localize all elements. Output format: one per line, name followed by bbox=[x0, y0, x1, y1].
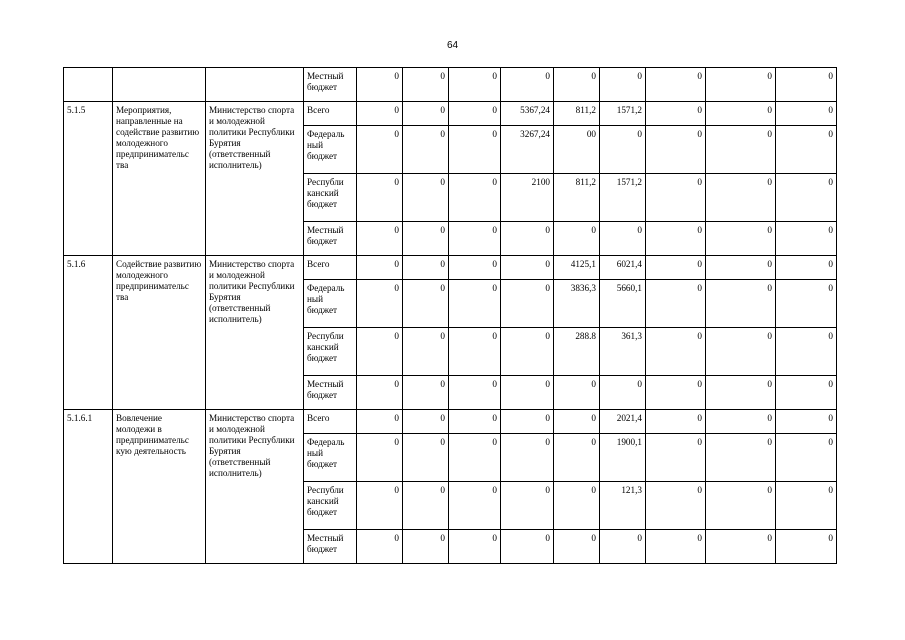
value-cell: 811,2 bbox=[554, 174, 600, 222]
budget-table bbox=[63, 67, 837, 564]
value-cell: 0 bbox=[706, 280, 776, 328]
value-cell: 0 bbox=[706, 482, 776, 530]
value-cell: 0 bbox=[403, 328, 449, 376]
value-cell: 0 bbox=[403, 222, 449, 256]
value-cell: 0 bbox=[501, 222, 554, 256]
value-cell: 0 bbox=[403, 280, 449, 328]
value-cell: 0 bbox=[646, 256, 706, 280]
value-cell: 0 bbox=[776, 68, 837, 102]
value-cell: 0 bbox=[403, 376, 449, 410]
value-cell: 0 bbox=[776, 280, 837, 328]
value-cell: 0 bbox=[706, 102, 776, 126]
value-cell: 0 bbox=[646, 126, 706, 174]
source-cell: Всего bbox=[304, 410, 357, 434]
value-cell: 811,2 bbox=[554, 102, 600, 126]
value-cell: 121,3 bbox=[600, 482, 646, 530]
section-executor: Министерство спорта и молодежной политики Республики Бурятия (ответственный исполнитель) bbox=[206, 256, 304, 410]
value-cell: 0 bbox=[554, 222, 600, 256]
table-row bbox=[64, 102, 837, 126]
section-code: 5.1.6 bbox=[64, 256, 113, 410]
section-code: 5.1.6.1 bbox=[64, 410, 113, 564]
value-cell: 288.8 bbox=[554, 328, 600, 376]
value-cell: 0 bbox=[706, 376, 776, 410]
section-code: 5.1.5 bbox=[64, 102, 113, 256]
value-cell: 0 bbox=[403, 126, 449, 174]
value-cell: 0 bbox=[776, 126, 837, 174]
value-cell: 0 bbox=[554, 376, 600, 410]
value-cell: 0 bbox=[403, 102, 449, 126]
value-cell: 0 bbox=[403, 256, 449, 280]
value-cell: 0 bbox=[403, 68, 449, 102]
value-cell: 0 bbox=[646, 482, 706, 530]
value-cell: 0 bbox=[600, 530, 646, 564]
value-cell: 0 bbox=[501, 530, 554, 564]
value-cell: 0 bbox=[776, 328, 837, 376]
value-cell: 0 bbox=[357, 434, 403, 482]
section-name: Мероприятия, направленные на содействие развитию молодежного предпринимательс тва bbox=[113, 102, 206, 256]
value-cell: 0 bbox=[449, 376, 501, 410]
value-cell: 0 bbox=[357, 102, 403, 126]
value-cell: 0 bbox=[357, 328, 403, 376]
value-cell: 0 bbox=[600, 376, 646, 410]
source-cell: Местный бюджет bbox=[304, 68, 357, 102]
value-cell: 0 bbox=[554, 68, 600, 102]
source-cell: Местный бюджет bbox=[304, 376, 357, 410]
value-cell: 0 bbox=[357, 410, 403, 434]
value-cell: 3836,3 bbox=[554, 280, 600, 328]
value-cell: 0 bbox=[357, 174, 403, 222]
value-cell: 0 bbox=[646, 376, 706, 410]
value-cell: 0 bbox=[501, 376, 554, 410]
value-cell: 5660,1 bbox=[600, 280, 646, 328]
value-cell: 0 bbox=[600, 68, 646, 102]
value-cell: 00 bbox=[554, 126, 600, 174]
value-cell: 0 bbox=[501, 410, 554, 434]
value-cell: 0 bbox=[449, 174, 501, 222]
value-cell: 0 bbox=[646, 222, 706, 256]
value-cell: 0 bbox=[706, 328, 776, 376]
value-cell: 0 bbox=[449, 68, 501, 102]
value-cell: 0 bbox=[403, 174, 449, 222]
value-cell: 0 bbox=[776, 102, 837, 126]
source-cell: Местный бюджет bbox=[304, 222, 357, 256]
value-cell: 0 bbox=[646, 280, 706, 328]
value-cell: 0 bbox=[646, 68, 706, 102]
value-cell: 1571,2 bbox=[600, 174, 646, 222]
value-cell: 0 bbox=[357, 222, 403, 256]
value-cell: 0 bbox=[403, 530, 449, 564]
value-cell: 0 bbox=[776, 410, 837, 434]
value-cell: 0 bbox=[357, 126, 403, 174]
value-cell: 0 bbox=[449, 434, 501, 482]
value-cell: 0 bbox=[776, 256, 837, 280]
value-cell: 0 bbox=[357, 482, 403, 530]
value-cell: 0 bbox=[706, 256, 776, 280]
value-cell: 0 bbox=[646, 328, 706, 376]
value-cell: 0 bbox=[646, 434, 706, 482]
value-cell: 0 bbox=[357, 280, 403, 328]
value-cell: 0 bbox=[776, 376, 837, 410]
value-cell: 0 bbox=[600, 222, 646, 256]
source-cell: Всего bbox=[304, 256, 357, 280]
value-cell: 0 bbox=[449, 222, 501, 256]
value-cell: 0 bbox=[646, 410, 706, 434]
value-cell: 6021,4 bbox=[600, 256, 646, 280]
value-cell: 0 bbox=[403, 482, 449, 530]
value-cell: 0 bbox=[357, 68, 403, 102]
executor-cell bbox=[206, 68, 304, 102]
value-cell: 0 bbox=[449, 102, 501, 126]
value-cell: 0 bbox=[501, 482, 554, 530]
value-cell: 0 bbox=[357, 530, 403, 564]
value-cell: 0 bbox=[449, 410, 501, 434]
value-cell: 2100 bbox=[501, 174, 554, 222]
source-cell: Республи канский бюджет bbox=[304, 328, 357, 376]
value-cell: 361,3 bbox=[600, 328, 646, 376]
value-cell: 0 bbox=[554, 482, 600, 530]
page-number: 64 bbox=[446, 40, 459, 51]
section-executor: Министерство спорта и молодежной политики Республики Бурятия (ответственный исполнитель) bbox=[206, 102, 304, 256]
value-cell: 0 bbox=[646, 530, 706, 564]
name-cell bbox=[113, 68, 206, 102]
table-row bbox=[64, 256, 837, 280]
source-cell: Республи канский бюджет bbox=[304, 174, 357, 222]
value-cell: 1900,1 bbox=[600, 434, 646, 482]
value-cell: 0 bbox=[706, 410, 776, 434]
value-cell: 0 bbox=[501, 280, 554, 328]
value-cell: 0 bbox=[449, 280, 501, 328]
value-cell: 0 bbox=[554, 530, 600, 564]
source-cell: Федераль ный бюджет bbox=[304, 280, 357, 328]
value-cell: 0 bbox=[554, 410, 600, 434]
value-cell: 0 bbox=[706, 530, 776, 564]
value-cell: 2021,4 bbox=[600, 410, 646, 434]
value-cell: 5367,24 bbox=[501, 102, 554, 126]
value-cell: 0 bbox=[501, 68, 554, 102]
value-cell: 0 bbox=[449, 256, 501, 280]
value-cell: 0 bbox=[706, 126, 776, 174]
value-cell: 0 bbox=[449, 328, 501, 376]
source-cell: Федераль ный бюджет bbox=[304, 434, 357, 482]
value-cell: 0 bbox=[706, 68, 776, 102]
source-cell: Местный бюджет bbox=[304, 530, 357, 564]
value-cell: 0 bbox=[501, 256, 554, 280]
source-cell: Федераль ный бюджет bbox=[304, 126, 357, 174]
value-cell: 1571,2 bbox=[600, 102, 646, 126]
code-cell bbox=[64, 68, 113, 102]
value-cell: 0 bbox=[501, 328, 554, 376]
source-cell: Республи канский бюджет bbox=[304, 482, 357, 530]
value-cell: 0 bbox=[449, 482, 501, 530]
section-executor: Министерство спорта и молодежной политики Республики Бурятия (ответственный исполнитель) bbox=[206, 410, 304, 564]
value-cell: 0 bbox=[600, 126, 646, 174]
value-cell: 0 bbox=[501, 434, 554, 482]
value-cell: 0 bbox=[357, 256, 403, 280]
value-cell: 0 bbox=[646, 102, 706, 126]
value-cell: 4125,1 bbox=[554, 256, 600, 280]
table-row bbox=[64, 68, 837, 102]
value-cell: 0 bbox=[449, 126, 501, 174]
value-cell: 0 bbox=[646, 174, 706, 222]
table-row bbox=[64, 410, 837, 434]
section-name: Вовлечение молодежи в предпринимательс кую деятельность bbox=[113, 410, 206, 564]
value-cell: 0 bbox=[776, 222, 837, 256]
source-cell: Всего bbox=[304, 102, 357, 126]
value-cell: 0 bbox=[449, 530, 501, 564]
value-cell: 0 bbox=[776, 530, 837, 564]
section-name: Содействие развитию молодежного предпринимательс тва bbox=[113, 256, 206, 410]
value-cell: 0 bbox=[776, 434, 837, 482]
value-cell: 0 bbox=[554, 434, 600, 482]
value-cell: 0 bbox=[706, 174, 776, 222]
value-cell: 3267,24 bbox=[501, 126, 554, 174]
value-cell: 0 bbox=[776, 174, 837, 222]
value-cell: 0 bbox=[403, 410, 449, 434]
value-cell: 0 bbox=[706, 222, 776, 256]
value-cell: 0 bbox=[403, 434, 449, 482]
value-cell: 0 bbox=[706, 434, 776, 482]
value-cell: 0 bbox=[776, 482, 837, 530]
value-cell: 0 bbox=[357, 376, 403, 410]
